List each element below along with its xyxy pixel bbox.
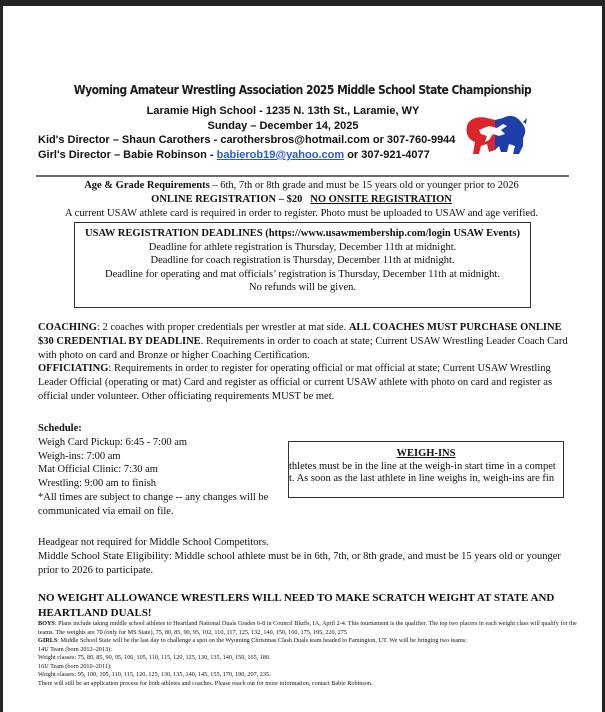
notes-section (38, 536, 570, 577)
section-divider (36, 175, 569, 177)
bison-logo-icon (463, 112, 529, 158)
girls-14u-team: 14U Team (born 2012–2013): (38, 645, 112, 653)
deadlines-heading: USAW REGISTRATION DEADLINES (https://www.usawmembership.com/login USAW Events) (85, 228, 520, 239)
weigh-ins-box (288, 441, 564, 498)
schedule-weigh-ins: Weigh-ins: 7:00 am (38, 450, 121, 462)
deadlines-box (74, 222, 531, 308)
coaching-section: COACHING: 2 coaches with proper credentials per wrestler at mat side. ALL COACHES MUST PURCHASE ONLINE $30 CREDENTIAL BY DEADLINE. Requirements in order to coach at state; Current USAW Wrestling Leader Coach Card with photo on card and Bronze or higher Coaching Certification. OFFICIATING: Requirements in order to register for operating official or mat official at state; Current USAW Wrestling Leader Official (operating or mat) Card and register as official or current USAW athlete with photo on card and register as official under volunteer. Other officiating requirements MUST be met. (38, 322, 568, 402)
deadline-athlete: Deadline for athlete registration is Thursday, December 11th at midnight. (148, 241, 457, 253)
age-grade-requirements: Age & Grade Requirements – 6th, 7th or 8th grade and must be 15 years old or younger prior to 2026 (84, 180, 519, 191)
schedule-disclaimer: *All times are subject to change -- any changes will be communicated via email on file. (38, 491, 269, 517)
page-title: Wyoming Amateur Wrestling Association 2025 Middle School State Championship (73, 82, 532, 97)
eligibility-note: Middle School State Eligibility: Middle school athlete must be in 6th, 7th, or 8th grade, and must be 15 years old or younger prior to 2026 to participate. (38, 550, 561, 576)
no-refunds: No refunds will be given. (248, 282, 357, 293)
deadline-officials: Deadline for operating and mat officials’ registration is Thursday, December 11th at midnight. (105, 268, 500, 280)
girls-16u-weights: Weight classes: 95, 100, 105, 110, 115, 120, 125, 130, 135, 140, 145, 155, 170, 190, 207, 235. (38, 671, 271, 679)
event-location: Laramie High School - 1235 N. 13th St., Laramie, WY (146, 105, 420, 117)
weigh-ins-line-1: thletes must be in the line at the weigh-in start time in a compet (289, 460, 556, 472)
weigh-ins-line-2: t. As soon as the last athlete in line weighs in, weigh-ins are fin (289, 472, 555, 484)
girls-14u-weights: Weight classes: 75, 80, 85, 90, 95, 100, 105, 110, 115, 120, 125, 130, 135, 140, 150, 165, 180. (38, 654, 271, 662)
girls-director: Girl's Director – Babie Robinson - babierob19@yahoo.com or 307-921-4077 (38, 149, 430, 161)
weight-allowance-warning: NO WEIGHT ALLOWANCE WRESTLERS WILL NEED TO MAKE SCRATCH WEIGHT AT STATE AND HEARTLAND DUALS! (38, 592, 555, 619)
document-page (3, 6, 602, 712)
schedule-mat-official-clinic: Mat Official Clinic: 7:30 am (38, 464, 158, 476)
usaw-card-note: A current USAW athlete card is required in order to register. Photo must be uploaded to USAW and age verified. (65, 208, 538, 219)
schedule-weigh-card-pickup: Weigh Card Pickup: 6:45 - 7:00 am (38, 436, 188, 448)
deadline-coach: Deadline for coach registration is Thursday, December 11th at midnight. (150, 255, 455, 266)
weigh-ins-heading: WEIGH-INS (396, 448, 456, 459)
girls-16u-team: 16U Team (born 2010–2011): (38, 662, 112, 670)
headgear-note: Headgear not required for Middle School Competitors. (38, 537, 269, 548)
schedule-section (38, 422, 288, 519)
girls-director-email-link[interactable]: babierob19@yahoo.com (216, 149, 345, 161)
event-date: Sunday – December 14, 2025 (207, 120, 359, 132)
kids-director: Kid's Director – Shaun Carothers - carothersbros@hotmail.com or 307-760-9944 (38, 134, 456, 146)
schedule-heading: Schedule: (38, 423, 82, 434)
boys-section: BOYS: Plans include taking middle school athletes to Heartland National Duals Grades 6-8 in Council Bluffs, IA, April 2-4. This tournament is the qualifier. The top two placers in each weight class will qualify for the teams. The weights are 70 (only for MS State), 75, 80, 85, 90, 95, 102, 110, 117, 125, 132, 140, 150, 160, 175, 195, 220, 275 (38, 620, 577, 636)
no-onsite-registration: NO ONSITE REGISTRATION (310, 194, 452, 205)
application-note: There will still be an application process for both athletes and coaches. Please reach out for more information, contact Babie Robinson. (38, 679, 373, 687)
online-registration: ONLINE REGISTRATION – $20 NO ONSITE REGISTRATION (151, 194, 452, 205)
girls-intro: GIRLS: Middle School State will be the last day to challenge a spot on the Wyoming Christmas Clash Duals team headed to Famington, UT. We will be bringing two teams: (38, 637, 467, 644)
girls-section (38, 637, 578, 689)
schedule-wrestling: Wrestling: 9:00 am to finish (38, 478, 156, 490)
